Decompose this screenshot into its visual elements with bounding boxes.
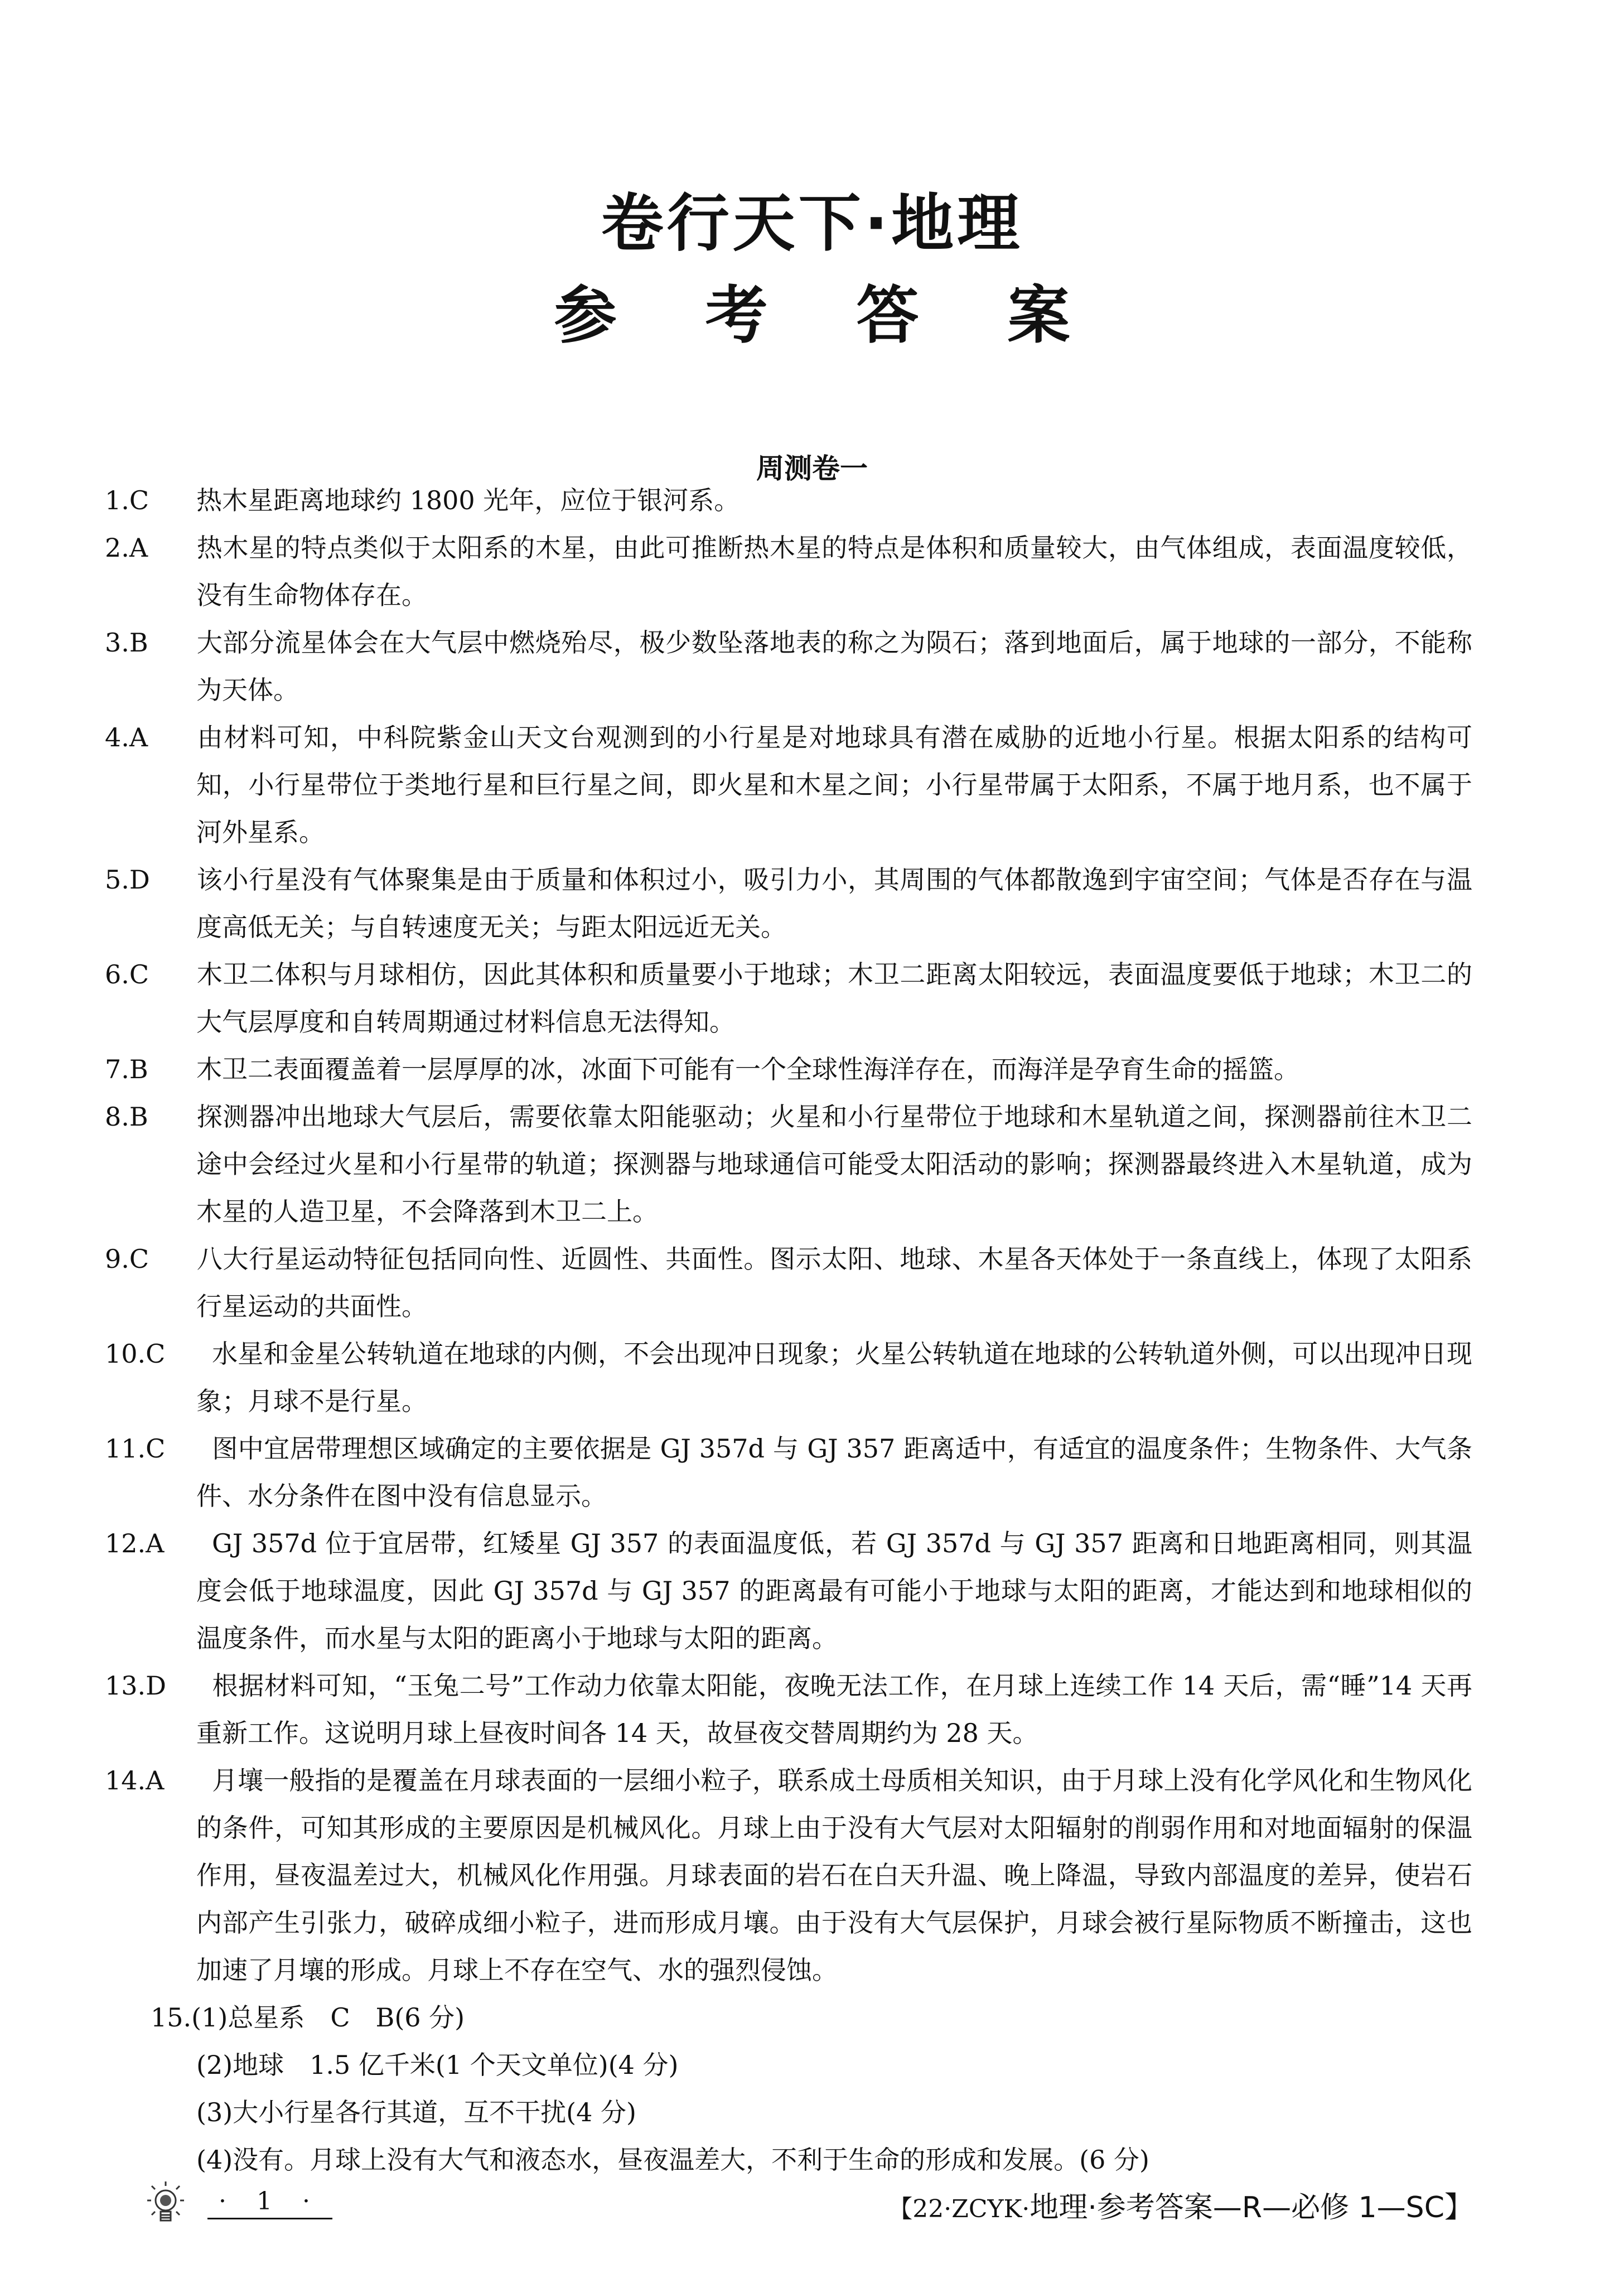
answer-part: (1)总星系 C B(6 分): [191, 2002, 465, 2033]
answer-number: 7.B: [105, 1054, 148, 1084]
answer-number: 6.C: [105, 959, 149, 990]
answer-number: 13.D: [105, 1671, 167, 1701]
answer-item: [105, 619, 1472, 714]
answer-item: [105, 951, 1472, 1046]
answer-item: [105, 714, 1472, 856]
answer-number: 11.C: [105, 1433, 166, 1464]
page-number: · 1 ·: [207, 2187, 332, 2219]
answer-text: 图中宜居带理想区域确定的主要依据是 GJ 357d 与 GJ 357 距离适中，有适宜的温度条件；生物条件、大气条件、水分条件在图中没有信息显示。: [196, 1433, 1472, 1511]
answer-item: [105, 1757, 1472, 1994]
answer-item: [105, 1235, 1472, 1330]
answer-item: [105, 1662, 1472, 1757]
answer-text: 该小行星没有气体聚集是由于质量和体积过小，吸引力小，其周围的气体都散逸到宇宙空间；气体是否存在与温度高低无关；与自转速度无关；与距太阳远近无关。: [196, 865, 1472, 942]
answer-number: 5.D: [105, 865, 150, 895]
answer-part: (2)地球 1.5 亿千米(1 个天文单位)(4 分): [196, 2050, 679, 2080]
answer-item: [105, 1330, 1472, 1425]
answer-number: 8.B: [105, 1102, 148, 1132]
answer-text: 木卫二表面覆盖着一层厚厚的冰，冰面下可能有一个全球性海洋存在，而海洋是孕育生命的摇篮。: [196, 1054, 1299, 1084]
answer-number: 10.C: [105, 1339, 166, 1369]
answer-number: 9.C: [105, 1244, 149, 1274]
answer-text: 木卫二体积与月球相仿，因此其体积和质量要小于地球；木卫二距离太阳较远，表面温度要低于地球；木卫二的大气层厚度和自转周期通过材料信息无法得知。: [196, 959, 1472, 1037]
answer-text: 水星和金星公转轨道在地球的内侧，不会出现冲日现象；火星公转轨道在地球的公转轨道外侧，可以出现冲日现象；月球不是行星。: [196, 1339, 1472, 1416]
section-title: 周测卷一: [756, 452, 868, 485]
answer-number: 15.: [151, 2002, 192, 2033]
footer-page: [146, 2178, 332, 2228]
answer-number: 4.A: [105, 722, 148, 752]
answer-text: 月壤一般指的是覆盖在月球表面的一层细小粒子，联系成土母质相关知识，由于月球上没有化学风化和生物风化的条件，可知其形成的主要原因是机械风化。月球上由于没有大气层对太阳辐射的削弱作用和对地面辐射的保温作用，昼夜温差过大，机械风化作用强。月球表面的岩石在白天升温、晚上降温，导致内部温度的差异，使岩石内部产生引张力，破碎成细小粒子，进而形成月壤。由于没有大气层保护，月球会被行星际物质不断撞击，这也加速了月壤的形成。月球上不存在空气、水的强烈侵蚀。: [196, 1765, 1472, 1985]
answer-text: 八大行星运动特征包括同向性、近圆性、共面性。图示太阳、地球、木星各天体处于一条直线上，体现了太阳系行星运动的共面性。: [196, 1244, 1472, 1321]
footer-code-prefix: 【22·ZCYK·: [888, 2195, 1030, 2223]
answer-list: [105, 477, 1472, 2184]
answer-number: 3.B: [105, 628, 148, 658]
answer-item-15: [151, 1994, 1472, 2041]
answer-item: [105, 1520, 1472, 1662]
document-subtitle: 参 考 答 案: [554, 279, 1104, 352]
answer-text: 探测器冲出地球大气层后，需要依靠太阳能驱动；火星和小行星带位于地球和木星轨道之间，探测器前往木卫二途中会经过火星和小行星带的轨道；探测器与地球通信可能受太阳活动的影响；探测器最终进入木星轨道，成为木星的人造卫星，不会降落到木卫二上。: [196, 1102, 1472, 1227]
answer-text: 根据材料可知，“玉兔二号”工作动力依靠太阳能，夜晚无法工作，在月球上连续工作 14 天后，需“睡”14 天再重新工作。这说明月球上昼夜时间各 14 天，故昼夜交替周期约为 28 天。: [196, 1671, 1472, 1748]
answer-text: 热木星的特点类似于太阳系的木星，由此可推断热木星的特点是体积和质量较大，由气体组成，表面温度较低，没有生命物体存在。: [196, 533, 1472, 610]
answer-text: 由材料可知，中科院紫金山天文台观测到的小行星是对地球具有潜在威胁的近地小行星。根据太阳系的结构可知，小行星带位于类地行星和巨行星之间，即火星和木星之间；小行星带属于太阳系，不属于地月系，也不属于河外星系。: [196, 722, 1472, 847]
answer-text: 热木星距离地球约 1800 光年，应位于银河系。: [196, 485, 740, 515]
answer-item: [105, 1093, 1472, 1235]
document-title: 卷行天下·地理: [601, 187, 1023, 260]
answer-number: 1.C: [105, 485, 149, 515]
answer-number: 14.A: [105, 1765, 165, 1795]
answer-number: 2.A: [105, 533, 148, 563]
answer-item: [105, 477, 1472, 524]
lightbulb-icon: [146, 2178, 185, 2228]
answer-item: [105, 1425, 1472, 1520]
answer-part: (3)大小行星各行其道，互不干扰(4 分): [196, 2097, 636, 2127]
answer-text: 大部分流星体会在大气层中燃烧殆尽，极少数坠落地表的称之为陨石；落到地面后，属于地球的一部分，不能称为天体。: [196, 628, 1472, 705]
answer-item: [105, 524, 1472, 619]
answer-text: GJ 357d 位于宜居带，红矮星 GJ 357 的表面温度低，若 GJ 357d 与 GJ 357 距离和日地距离相同，则其温度会低于地球温度，因此 GJ 357d 与 GJ 357 的距离最有可能小于地球与太阳的距离，才能达到和地球相似的温度条件，而水星与太阳的距离小于地球与太阳的距离。: [196, 1528, 1472, 1653]
answer-item: [105, 1046, 1472, 1093]
answer-item: [105, 856, 1472, 951]
answer-part: (4)没有。月球上没有大气和液态水，昼夜温差大，不利于生命的形成和发展。(6 分): [196, 2145, 1149, 2175]
answer-number: 12.A: [105, 1528, 165, 1558]
footer-code-main: 地理·参考答案—R—必修 1—SC】: [1030, 2191, 1473, 2224]
footer-code: [888, 2184, 1473, 2226]
